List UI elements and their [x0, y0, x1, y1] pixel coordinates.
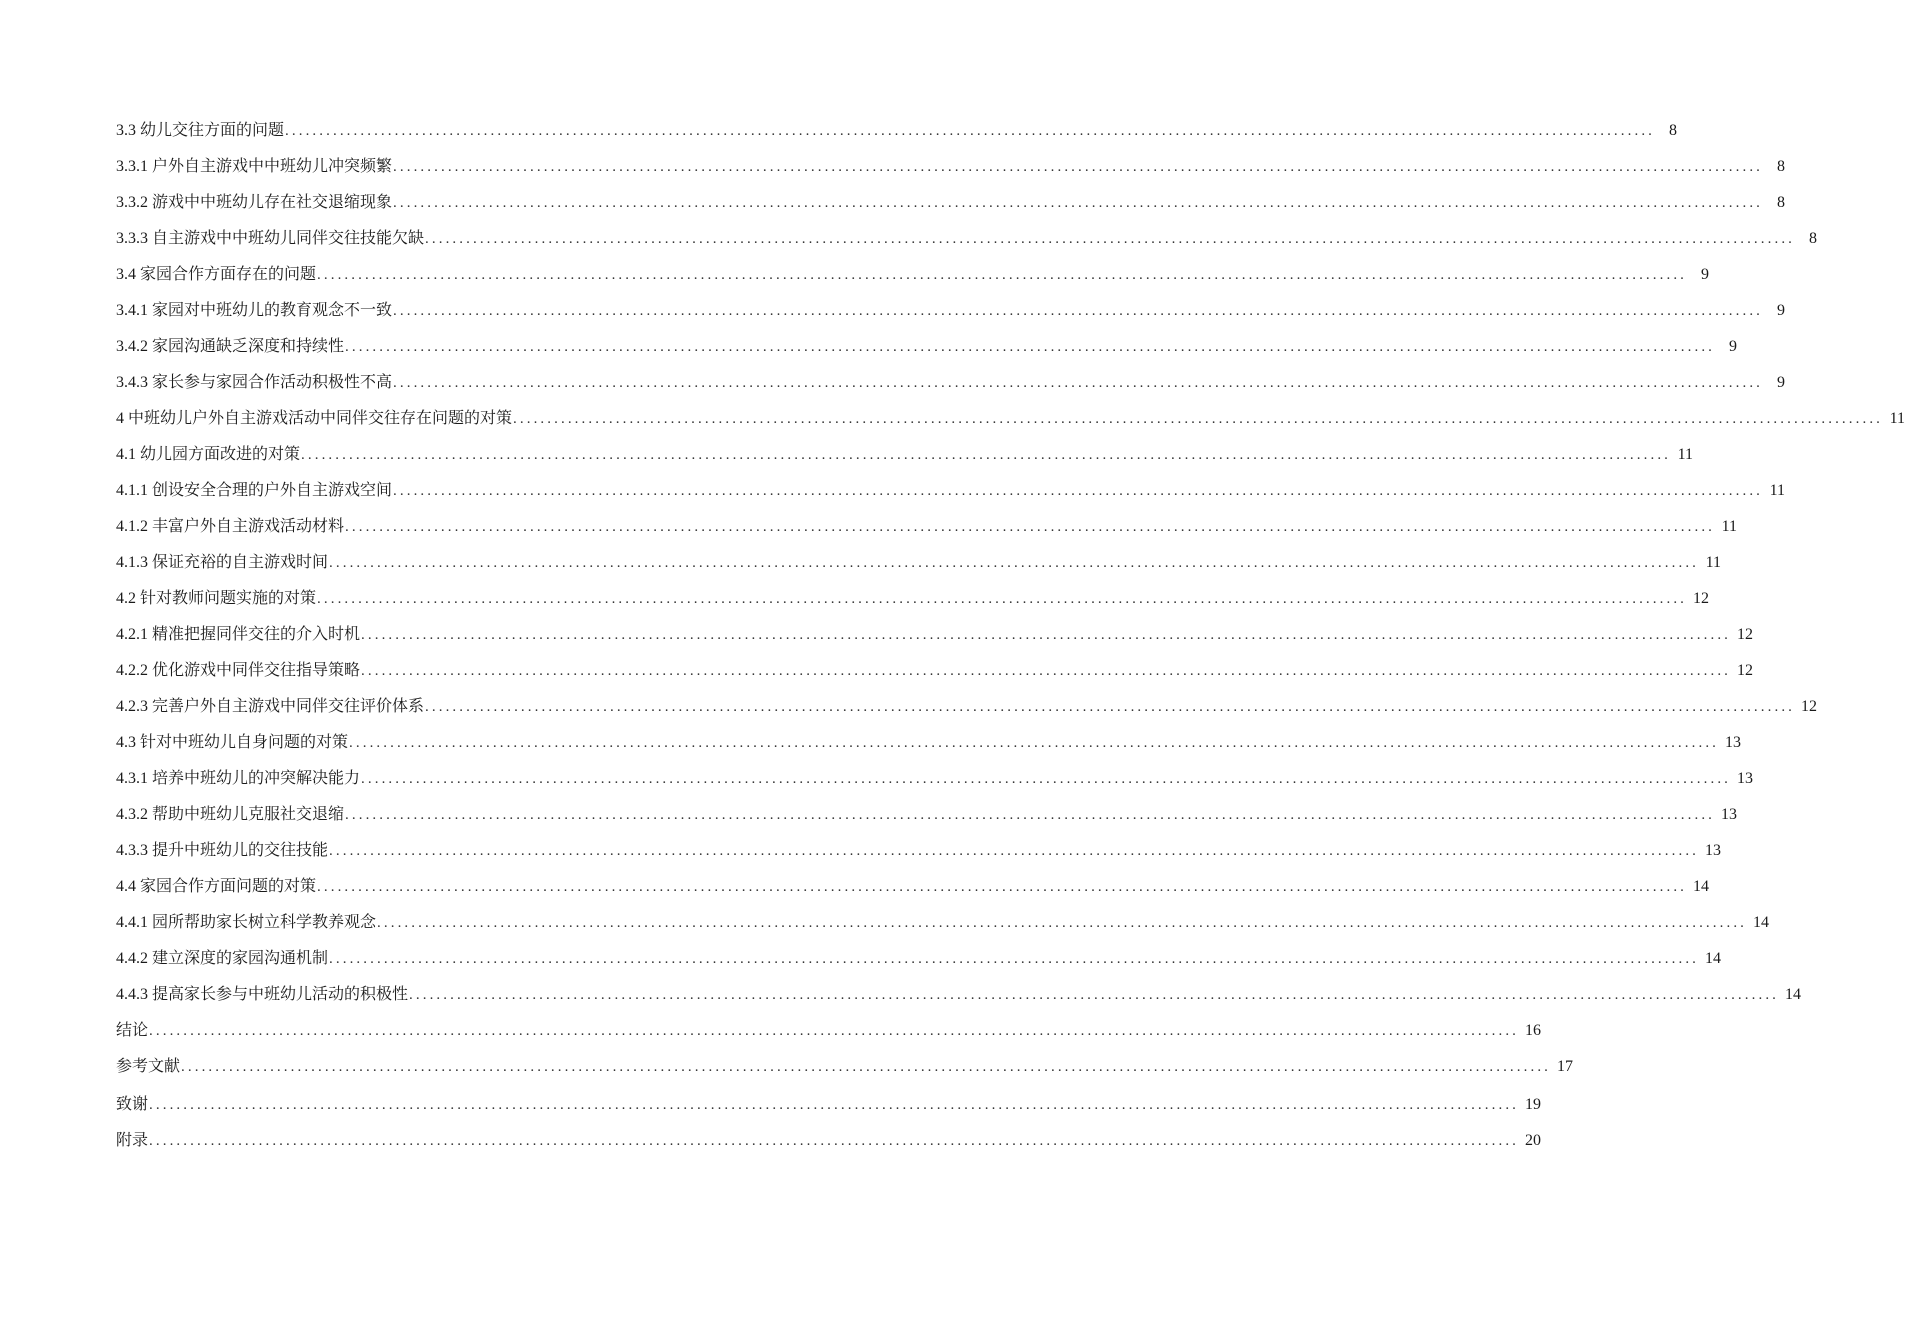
toc-page-number: 11: [1721, 518, 1738, 535]
toc-dot-leader: ........................................................................................................................................................................................................: [149, 1133, 1520, 1149]
toc-entry[interactable]: [116, 257, 1710, 293]
toc-entry-title: 3.4.3 家长参与家园合作活动积极性不高: [116, 374, 393, 391]
toc-entry-title: 3.3 幼儿交往方面的问题: [116, 122, 285, 139]
toc-dot-leader: ........................................................................................................................................................................................................: [149, 1023, 1520, 1039]
toc-entry[interactable]: [116, 545, 1722, 581]
table-of-contents: [116, 113, 1905, 1159]
toc-entry-title: 4.1.1 创设安全合理的户外自主游戏空间: [116, 482, 393, 499]
toc-entry[interactable]: [116, 509, 1738, 545]
toc-entry-title: 3.3.3 自主游戏中中班幼儿同伴交往技能欠缺: [116, 230, 425, 247]
toc-entry[interactable]: [116, 761, 1754, 797]
toc-entry[interactable]: [116, 797, 1738, 833]
toc-entry[interactable]: [116, 113, 1678, 149]
toc-page-number: 11: [1705, 554, 1722, 571]
toc-entry-title: 结论: [116, 1022, 149, 1039]
toc-page-number: 13: [1705, 842, 1722, 859]
toc-page-number: 12: [1737, 626, 1754, 643]
toc-entry[interactable]: [116, 833, 1722, 869]
toc-dot-leader: ........................................................................................................................................................................................................: [393, 159, 1764, 175]
toc-dot-leader: ........................................................................................................................................................................................................: [149, 1097, 1520, 1113]
toc-entry-title: 4.3 针对中班幼儿自身问题的对策: [116, 734, 349, 751]
toc-entry[interactable]: [116, 581, 1710, 617]
toc-dot-leader: ........................................................................................................................................................................................................: [393, 195, 1764, 211]
toc-entry-title: 参考文献: [116, 1058, 181, 1075]
toc-entry[interactable]: [116, 149, 1786, 185]
toc-entry[interactable]: [116, 725, 1742, 761]
toc-page-number: 16: [1525, 1022, 1542, 1039]
toc-entry[interactable]: [116, 1123, 1542, 1159]
toc-entry[interactable]: [116, 293, 1786, 329]
toc-entry[interactable]: [116, 365, 1786, 401]
toc-entry-title: 3.4.1 家园对中班幼儿的教育观念不一致: [116, 302, 393, 319]
toc-entry-title: 4.2.2 优化游戏中同伴交往指导策略: [116, 662, 361, 679]
toc-entry-title: 4.3.1 培养中班幼儿的冲突解决能力: [116, 770, 361, 787]
toc-entry[interactable]: [116, 941, 1722, 977]
toc-dot-leader: ........................................................................................................................................................................................................: [409, 987, 1780, 1003]
toc-page-number: 14: [1785, 986, 1802, 1003]
toc-page-number: 12: [1693, 590, 1710, 607]
toc-page-number: 17: [1557, 1058, 1574, 1075]
toc-dot-leader: ........................................................................................................................................................................................................: [361, 663, 1732, 679]
toc-dot-leader: ........................................................................................................................................................................................................: [317, 879, 1688, 895]
toc-entry-title: 4.3.3 提升中班幼儿的交往技能: [116, 842, 329, 859]
toc-page-number: 9: [1729, 338, 1738, 355]
toc-page-number: 8: [1669, 122, 1678, 139]
toc-entry[interactable]: [116, 437, 1694, 473]
toc-entry-title: 4.2.1 精准把握同伴交往的介入时机: [116, 626, 361, 643]
toc-dot-leader: ........................................................................................................................................................................................................: [317, 591, 1688, 607]
toc-entry-title: 4.3.2 帮助中班幼儿克服社交退缩: [116, 806, 345, 823]
toc-entry-title: 4.4.3 提高家长参与中班幼儿活动的积极性: [116, 986, 409, 1003]
toc-entry-title: 4.2 针对教师问题实施的对策: [116, 590, 317, 607]
toc-entry[interactable]: [116, 329, 1738, 365]
toc-page-number: 12: [1801, 698, 1818, 715]
toc-entry[interactable]: [116, 1087, 1542, 1123]
toc-entry[interactable]: [116, 977, 1802, 1013]
toc-dot-leader: ........................................................................................................................................................................................................: [425, 231, 1796, 247]
toc-page-number: 9: [1777, 302, 1786, 319]
toc-page-number: 8: [1809, 230, 1818, 247]
toc-dot-leader: ........................................................................................................................................................................................................: [393, 375, 1764, 391]
toc-dot-leader: ........................................................................................................................................................................................................: [513, 411, 1884, 427]
toc-entry[interactable]: [116, 1013, 1542, 1049]
toc-dot-leader: ........................................................................................................................................................................................................: [181, 1059, 1552, 1075]
toc-dot-leader: ........................................................................................................................................................................................................: [329, 843, 1700, 859]
toc-entry[interactable]: [116, 473, 1786, 509]
toc-entry[interactable]: [116, 221, 1818, 257]
toc-page-number: 11: [1677, 446, 1694, 463]
toc-dot-leader: ........................................................................................................................................................................................................: [377, 915, 1748, 931]
toc-entry-title: 4.4 家园合作方面问题的对策: [116, 878, 317, 895]
toc-page-number: 11: [1769, 482, 1786, 499]
toc-dot-leader: ........................................................................................................................................................................................................: [285, 123, 1656, 139]
toc-entry-title: 4.1 幼儿园方面改进的对策: [116, 446, 301, 463]
toc-entry-title: 附录: [116, 1132, 149, 1149]
toc-dot-leader: ........................................................................................................................................................................................................: [393, 303, 1764, 319]
toc-entry-title: 4.4.2 建立深度的家园沟通机制: [116, 950, 329, 967]
toc-entry[interactable]: [116, 653, 1754, 689]
toc-entry-title: 3.4.2 家园沟通缺乏深度和持续性: [116, 338, 345, 355]
toc-entry[interactable]: [116, 905, 1770, 941]
toc-dot-leader: ........................................................................................................................................................................................................: [425, 699, 1796, 715]
toc-dot-leader: ........................................................................................................................................................................................................: [301, 447, 1672, 463]
toc-page-number: 14: [1705, 950, 1722, 967]
toc-page-number: 14: [1693, 878, 1710, 895]
toc-entry-title: 3.4 家园合作方面存在的问题: [116, 266, 317, 283]
toc-entry[interactable]: [116, 401, 1905, 437]
toc-dot-leader: ........................................................................................................................................................................................................: [361, 627, 1732, 643]
toc-page-number: 8: [1777, 158, 1786, 175]
toc-entry-title: 4.4.1 园所帮助家长树立科学教养观念: [116, 914, 377, 931]
toc-dot-leader: ........................................................................................................................................................................................................: [349, 735, 1720, 751]
toc-page-number: 9: [1777, 374, 1786, 391]
toc-page-number: 9: [1701, 266, 1710, 283]
toc-page-number: 14: [1753, 914, 1770, 931]
toc-page-number: 19: [1525, 1096, 1542, 1113]
toc-entry-title: 3.3.2 游戏中中班幼儿存在社交退缩现象: [116, 194, 393, 211]
toc-page-number: 11: [1889, 410, 1905, 427]
toc-entry-title: 4.2.3 完善户外自主游戏中同伴交往评价体系: [116, 698, 425, 715]
toc-dot-leader: ........................................................................................................................................................................................................: [329, 555, 1700, 571]
toc-dot-leader: ........................................................................................................................................................................................................: [329, 951, 1700, 967]
toc-page-number: 8: [1777, 194, 1786, 211]
toc-entry[interactable]: [116, 617, 1754, 653]
toc-entry-title: 致谢: [116, 1096, 149, 1113]
toc-entry-title: 4.1.2 丰富户外自主游戏活动材料: [116, 518, 345, 535]
toc-dot-leader: ........................................................................................................................................................................................................: [345, 339, 1716, 355]
toc-page-number: 13: [1725, 734, 1742, 751]
toc-dot-leader: ........................................................................................................................................................................................................: [317, 267, 1688, 283]
toc-dot-leader: ........................................................................................................................................................................................................: [361, 771, 1732, 787]
toc-page-number: 20: [1525, 1132, 1542, 1149]
toc-page-number: 13: [1737, 770, 1754, 787]
toc-entry[interactable]: [116, 869, 1710, 905]
toc-entry-title: 4 中班幼儿户外自主游戏活动中同伴交往存在问题的对策: [116, 410, 513, 427]
toc-page-number: 12: [1737, 662, 1754, 679]
toc-entry[interactable]: [116, 185, 1786, 221]
toc-entry-title: 3.3.1 户外自主游戏中中班幼儿冲突频繁: [116, 158, 393, 175]
toc-entry[interactable]: [116, 689, 1818, 725]
toc-entry[interactable]: [116, 1049, 1574, 1085]
toc-dot-leader: ........................................................................................................................................................................................................: [345, 807, 1716, 823]
toc-dot-leader: ........................................................................................................................................................................................................: [393, 483, 1764, 499]
toc-entry-title: 4.1.3 保证充裕的自主游戏时间: [116, 554, 329, 571]
toc-dot-leader: ........................................................................................................................................................................................................: [345, 519, 1716, 535]
toc-page-number: 13: [1721, 806, 1738, 823]
